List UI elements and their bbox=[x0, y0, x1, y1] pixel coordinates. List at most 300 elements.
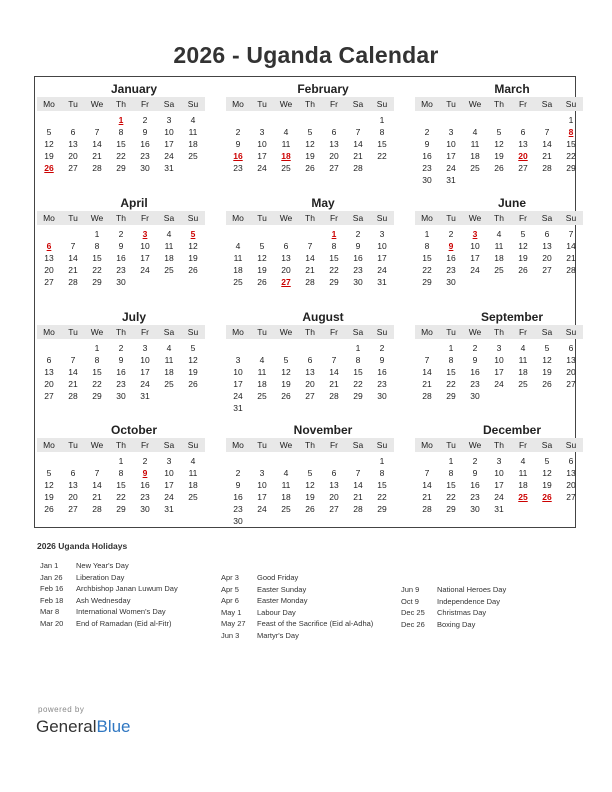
day-cell: 13 bbox=[305, 367, 315, 377]
day-cell: 17 bbox=[257, 151, 267, 161]
weekday-label: Fr bbox=[518, 327, 528, 337]
day-cell: 12 bbox=[188, 355, 198, 365]
weekday-label: Th bbox=[305, 440, 315, 450]
day-cell: 3 bbox=[259, 127, 265, 137]
day-cell: 8 bbox=[379, 127, 385, 137]
holiday-name: International Women's Day bbox=[76, 607, 166, 617]
holiday-name: Boxing Day bbox=[437, 619, 476, 629]
holiday-name: End of Ramadan (Eid al-Fitr) bbox=[76, 618, 172, 628]
day-cell: 25 bbox=[518, 379, 528, 389]
day-cell: 17 bbox=[164, 139, 174, 149]
day-cell: 23 bbox=[422, 163, 432, 173]
day-cell: 12 bbox=[305, 480, 315, 490]
day-cell: 3 bbox=[166, 456, 172, 466]
holiday-date: Apr 5 bbox=[221, 584, 239, 594]
day-cell: 11 bbox=[518, 468, 528, 478]
holiday-date: Jun 3 bbox=[221, 630, 240, 640]
day-cell: 14 bbox=[329, 367, 339, 377]
month-name: June bbox=[497, 196, 526, 210]
day-cell: 5 bbox=[283, 355, 289, 365]
day-cell: 19 bbox=[44, 151, 54, 161]
holiday-item bbox=[401, 619, 506, 631]
empty-cell bbox=[61, 114, 85, 126]
day-cell: 26 bbox=[257, 277, 267, 287]
day-cell: 30 bbox=[116, 277, 126, 287]
holiday-item bbox=[221, 584, 373, 596]
empty-cell bbox=[415, 455, 439, 467]
day-cell: 15 bbox=[566, 139, 576, 149]
day-cell: 10 bbox=[140, 355, 150, 365]
day-cell: 19 bbox=[305, 492, 315, 502]
day-cell: 30 bbox=[470, 504, 480, 514]
day-cell: 22 bbox=[116, 492, 126, 502]
day-cell: 13 bbox=[542, 241, 552, 251]
weekday-label: Mo bbox=[421, 440, 433, 450]
day-cell: 5 bbox=[544, 456, 550, 466]
day-cell: 13 bbox=[281, 253, 291, 263]
holiday-date: Oct 9 bbox=[401, 596, 419, 606]
day-cell: 9 bbox=[472, 468, 478, 478]
weekday-label: Su bbox=[376, 99, 388, 109]
day-cell: 11 bbox=[233, 253, 243, 263]
day-cell: 7 bbox=[94, 468, 100, 478]
day-cell: 26 bbox=[281, 391, 291, 401]
weekday-header bbox=[226, 438, 394, 452]
empty-cell bbox=[274, 114, 298, 126]
day-cell: 11 bbox=[188, 127, 198, 137]
day-cell: 19 bbox=[44, 492, 54, 502]
day-cell: 18 bbox=[188, 480, 198, 490]
day-cell: 17 bbox=[470, 253, 480, 263]
day-cell: 3 bbox=[448, 127, 454, 137]
month-april bbox=[37, 196, 205, 288]
day-cell: 5 bbox=[520, 229, 526, 239]
day-cell: 3 bbox=[496, 343, 502, 353]
weekday-label: Fr bbox=[329, 327, 339, 337]
day-cell: 23 bbox=[470, 379, 480, 389]
day-cell: 5 bbox=[259, 241, 265, 251]
holiday-day: 16 bbox=[233, 151, 243, 161]
empty-cell bbox=[37, 228, 61, 240]
day-cell: 20 bbox=[329, 151, 339, 161]
day-cell: 9 bbox=[118, 355, 124, 365]
weekday-label: Mo bbox=[421, 99, 433, 109]
day-cell: 20 bbox=[566, 367, 576, 377]
day-cell: 28 bbox=[92, 163, 102, 173]
day-cell: 19 bbox=[542, 480, 552, 490]
weekday-label: Th bbox=[116, 440, 126, 450]
day-cell: 4 bbox=[283, 127, 289, 137]
day-cell: 4 bbox=[190, 115, 196, 125]
day-cell: 25 bbox=[188, 151, 198, 161]
empty-cell bbox=[439, 114, 463, 126]
day-cell: 6 bbox=[70, 468, 76, 478]
weekday-label: Fr bbox=[140, 440, 150, 450]
holiday-item bbox=[40, 606, 178, 618]
weekday-label: Fr bbox=[140, 327, 150, 337]
holiday-name: New Year's Day bbox=[76, 561, 129, 570]
day-grid bbox=[415, 228, 583, 288]
empty-cell bbox=[37, 114, 61, 126]
weekday-label: Su bbox=[565, 327, 577, 337]
day-cell: 22 bbox=[422, 265, 432, 275]
weekday-label: Tu bbox=[446, 99, 456, 109]
day-cell: 16 bbox=[233, 492, 243, 502]
weekday-label: Sa bbox=[352, 99, 364, 109]
day-cell: 21 bbox=[353, 492, 363, 502]
month-name: October bbox=[110, 423, 157, 437]
weekday-header bbox=[415, 438, 583, 452]
weekday-label: Su bbox=[376, 327, 388, 337]
day-cell: 6 bbox=[307, 355, 313, 365]
day-cell: 5 bbox=[190, 343, 196, 353]
weekday-label: Tu bbox=[446, 327, 456, 337]
day-cell: 10 bbox=[257, 480, 267, 490]
day-cell: 15 bbox=[377, 480, 387, 490]
day-cell: 4 bbox=[496, 229, 502, 239]
day-cell: 15 bbox=[446, 480, 456, 490]
day-cell: 15 bbox=[329, 253, 339, 263]
day-cell: 7 bbox=[355, 468, 361, 478]
empty-cell bbox=[415, 342, 439, 354]
day-grid bbox=[415, 455, 583, 515]
day-cell: 25 bbox=[494, 265, 504, 275]
day-cell: 17 bbox=[233, 379, 243, 389]
day-cell: 1 bbox=[568, 115, 574, 125]
holiday-column bbox=[221, 572, 373, 642]
holiday-date: Apr 6 bbox=[221, 596, 239, 606]
holiday-item bbox=[40, 572, 178, 584]
weekday-label: We bbox=[468, 213, 482, 223]
day-cell: 21 bbox=[68, 379, 78, 389]
day-cell: 2 bbox=[142, 115, 148, 125]
holiday-item bbox=[401, 584, 506, 596]
day-cell: 21 bbox=[422, 492, 432, 502]
holiday-name: Archbishop Janan Luwum Day bbox=[76, 584, 178, 594]
day-cell: 26 bbox=[518, 265, 528, 275]
weekday-label: Sa bbox=[163, 213, 175, 223]
day-cell: 6 bbox=[283, 241, 289, 251]
day-cell: 19 bbox=[188, 367, 198, 377]
weekday-label: Tu bbox=[257, 213, 267, 223]
day-cell: 12 bbox=[44, 139, 54, 149]
day-cell: 28 bbox=[353, 163, 363, 173]
day-cell: 19 bbox=[542, 367, 552, 377]
day-cell: 7 bbox=[70, 355, 76, 365]
day-cell: 29 bbox=[92, 391, 102, 401]
empty-cell bbox=[226, 228, 250, 240]
holiday-item bbox=[221, 618, 373, 630]
day-cell: 5 bbox=[307, 127, 313, 137]
weekday-label: Tu bbox=[68, 327, 78, 337]
day-cell: 23 bbox=[446, 265, 456, 275]
day-cell: 9 bbox=[235, 139, 241, 149]
holiday-item bbox=[40, 595, 178, 607]
day-cell: 25 bbox=[281, 504, 291, 514]
day-cell: 16 bbox=[377, 367, 387, 377]
day-grid bbox=[415, 114, 583, 186]
weekday-label: Tu bbox=[257, 440, 267, 450]
day-cell: 6 bbox=[568, 456, 574, 466]
day-cell: 26 bbox=[188, 265, 198, 275]
weekday-label: Th bbox=[494, 327, 504, 337]
empty-cell bbox=[322, 342, 346, 354]
day-cell: 24 bbox=[257, 163, 267, 173]
weekday-label: Mo bbox=[43, 213, 55, 223]
holiday-date: Jan 26 bbox=[40, 572, 63, 582]
day-cell: 2 bbox=[379, 343, 385, 353]
day-cell: 31 bbox=[446, 175, 456, 185]
day-cell: 14 bbox=[68, 367, 78, 377]
empty-cell bbox=[322, 455, 346, 467]
day-grid bbox=[226, 455, 394, 527]
day-grid bbox=[37, 455, 205, 515]
day-cell: 3 bbox=[496, 456, 502, 466]
day-cell: 17 bbox=[446, 151, 456, 161]
weekday-label: We bbox=[90, 213, 104, 223]
day-cell: 2 bbox=[472, 343, 478, 353]
day-cell: 15 bbox=[446, 367, 456, 377]
day-cell: 21 bbox=[68, 265, 78, 275]
day-cell: 29 bbox=[566, 163, 576, 173]
day-cell: 11 bbox=[188, 468, 198, 478]
day-cell: 30 bbox=[446, 277, 456, 287]
weekday-header bbox=[37, 211, 205, 225]
day-cell: 10 bbox=[446, 139, 456, 149]
weekday-label: Sa bbox=[163, 99, 175, 109]
day-cell: 29 bbox=[116, 504, 126, 514]
weekday-label: Mo bbox=[232, 327, 244, 337]
day-cell: 27 bbox=[329, 163, 339, 173]
day-cell: 23 bbox=[470, 492, 480, 502]
day-cell: 26 bbox=[305, 504, 315, 514]
day-cell: 7 bbox=[544, 127, 550, 137]
day-cell: 8 bbox=[118, 127, 124, 137]
day-cell: 27 bbox=[68, 163, 78, 173]
day-cell: 31 bbox=[164, 504, 174, 514]
day-cell: 24 bbox=[446, 163, 456, 173]
holiday-item bbox=[40, 560, 178, 572]
holiday-name: Good Friday bbox=[257, 573, 299, 582]
weekday-header bbox=[226, 325, 394, 339]
day-cell: 12 bbox=[44, 480, 54, 490]
day-cell: 15 bbox=[92, 253, 102, 263]
holiday-item bbox=[221, 595, 373, 607]
day-cell: 24 bbox=[470, 265, 480, 275]
weekday-label: Sa bbox=[541, 327, 553, 337]
holiday-date: Dec 25 bbox=[401, 608, 425, 618]
day-cell: 13 bbox=[566, 468, 576, 478]
day-cell: 23 bbox=[116, 379, 126, 389]
day-cell: 1 bbox=[424, 229, 430, 239]
holiday-day: 1 bbox=[331, 229, 337, 239]
holiday-date: Apr 3 bbox=[221, 573, 239, 582]
day-cell: 25 bbox=[233, 277, 243, 287]
day-cell: 15 bbox=[116, 480, 126, 490]
weekday-header bbox=[415, 325, 583, 339]
day-cell: 16 bbox=[140, 480, 150, 490]
holiday-date: Dec 26 bbox=[401, 619, 425, 629]
holiday-day: 1 bbox=[118, 115, 124, 125]
day-cell: 16 bbox=[470, 367, 480, 377]
day-cell: 13 bbox=[44, 253, 54, 263]
holiday-day: 26 bbox=[44, 163, 54, 173]
day-cell: 22 bbox=[353, 379, 363, 389]
month-may bbox=[226, 196, 394, 288]
month-name: February bbox=[297, 82, 349, 96]
day-grid bbox=[37, 114, 205, 174]
day-cell: 12 bbox=[305, 139, 315, 149]
month-november bbox=[226, 423, 394, 527]
day-cell: 12 bbox=[542, 355, 552, 365]
day-cell: 20 bbox=[68, 151, 78, 161]
empty-cell bbox=[511, 114, 535, 126]
month-name: March bbox=[494, 82, 530, 96]
weekday-label: Th bbox=[116, 213, 126, 223]
day-cell: 24 bbox=[164, 492, 174, 502]
weekday-header bbox=[415, 211, 583, 225]
day-cell: 17 bbox=[494, 480, 504, 490]
day-grid bbox=[37, 342, 205, 402]
day-cell: 27 bbox=[329, 504, 339, 514]
month-name: November bbox=[293, 423, 353, 437]
day-cell: 23 bbox=[140, 151, 150, 161]
weekday-header bbox=[415, 97, 583, 111]
month-december bbox=[415, 423, 583, 515]
day-cell: 9 bbox=[379, 355, 385, 365]
day-cell: 2 bbox=[424, 127, 430, 137]
weekday-label: Mo bbox=[232, 440, 244, 450]
day-cell: 16 bbox=[140, 139, 150, 149]
weekday-header bbox=[37, 438, 205, 452]
day-cell: 4 bbox=[520, 456, 526, 466]
holidays-title: 2026 Uganda Holidays bbox=[37, 541, 128, 551]
day-cell: 27 bbox=[566, 492, 576, 502]
day-cell: 23 bbox=[140, 492, 150, 502]
holiday-day: 25 bbox=[518, 492, 528, 502]
day-cell: 20 bbox=[44, 379, 54, 389]
weekday-label: Mo bbox=[232, 99, 244, 109]
day-cell: 18 bbox=[233, 265, 243, 275]
weekday-label: We bbox=[279, 213, 293, 223]
day-cell: 13 bbox=[329, 139, 339, 149]
day-cell: 1 bbox=[355, 343, 361, 353]
day-cell: 28 bbox=[422, 504, 432, 514]
day-cell: 5 bbox=[46, 127, 52, 137]
holiday-day: 9 bbox=[142, 468, 148, 478]
day-cell: 6 bbox=[331, 127, 337, 137]
day-cell: 6 bbox=[544, 229, 550, 239]
empty-cell bbox=[346, 455, 370, 467]
day-grid bbox=[226, 342, 394, 414]
day-cell: 29 bbox=[422, 277, 432, 287]
month-january bbox=[37, 82, 205, 174]
holiday-date: Jan 1 bbox=[40, 561, 59, 570]
holiday-item bbox=[221, 572, 373, 584]
month-july bbox=[37, 310, 205, 402]
day-cell: 4 bbox=[166, 343, 172, 353]
day-cell: 30 bbox=[233, 516, 243, 526]
weekday-label: Su bbox=[187, 327, 199, 337]
holiday-day: 5 bbox=[190, 229, 196, 239]
day-cell: 17 bbox=[140, 367, 150, 377]
holiday-day: 18 bbox=[281, 151, 291, 161]
weekday-label: Mo bbox=[232, 213, 244, 223]
day-cell: 20 bbox=[305, 379, 315, 389]
month-name: September bbox=[480, 310, 544, 324]
day-cell: 18 bbox=[164, 367, 174, 377]
day-cell: 5 bbox=[307, 468, 313, 478]
day-cell: 5 bbox=[496, 127, 502, 137]
day-cell: 4 bbox=[472, 127, 478, 137]
holiday-day: 26 bbox=[542, 492, 552, 502]
day-cell: 19 bbox=[281, 379, 291, 389]
day-cell: 3 bbox=[235, 355, 241, 365]
day-cell: 28 bbox=[329, 391, 339, 401]
weekday-label: Su bbox=[376, 213, 388, 223]
month-name: July bbox=[121, 310, 146, 324]
empty-cell bbox=[298, 114, 322, 126]
holiday-column bbox=[40, 560, 178, 630]
empty-cell bbox=[298, 342, 322, 354]
holiday-day: 27 bbox=[281, 277, 291, 287]
brand-logo[interactable] bbox=[36, 717, 131, 737]
brand-general: General bbox=[36, 717, 97, 736]
day-cell: 24 bbox=[140, 379, 150, 389]
day-cell: 22 bbox=[446, 379, 456, 389]
day-cell: 7 bbox=[424, 468, 430, 478]
day-cell: 28 bbox=[92, 504, 102, 514]
day-cell: 2 bbox=[472, 456, 478, 466]
day-cell: 11 bbox=[281, 480, 291, 490]
empty-cell bbox=[346, 114, 370, 126]
day-cell: 18 bbox=[518, 480, 528, 490]
weekday-label: Th bbox=[116, 327, 126, 337]
day-cell: 28 bbox=[566, 265, 576, 275]
day-cell: 9 bbox=[118, 241, 124, 251]
day-cell: 26 bbox=[494, 163, 504, 173]
weekday-label: Sa bbox=[352, 440, 364, 450]
day-cell: 19 bbox=[494, 151, 504, 161]
day-cell: 19 bbox=[188, 253, 198, 263]
day-cell: 25 bbox=[188, 492, 198, 502]
weekday-label: Tu bbox=[68, 213, 78, 223]
day-cell: 8 bbox=[331, 241, 337, 251]
weekday-label: Sa bbox=[163, 327, 175, 337]
day-cell: 28 bbox=[422, 391, 432, 401]
day-cell: 14 bbox=[68, 253, 78, 263]
day-cell: 22 bbox=[329, 265, 339, 275]
day-cell: 14 bbox=[542, 139, 552, 149]
day-cell: 4 bbox=[520, 343, 526, 353]
month-name: January bbox=[110, 82, 158, 96]
empty-cell bbox=[274, 455, 298, 467]
empty-cell bbox=[61, 342, 85, 354]
day-cell: 23 bbox=[377, 379, 387, 389]
day-cell: 15 bbox=[377, 139, 387, 149]
weekday-label: Su bbox=[565, 440, 577, 450]
weekday-label: Mo bbox=[421, 327, 433, 337]
day-cell: 13 bbox=[68, 480, 78, 490]
day-cell: 1 bbox=[118, 456, 124, 466]
empty-cell bbox=[298, 228, 322, 240]
day-cell: 19 bbox=[518, 253, 528, 263]
day-cell: 3 bbox=[379, 229, 385, 239]
day-cell: 31 bbox=[377, 277, 387, 287]
day-cell: 29 bbox=[116, 163, 126, 173]
day-cell: 1 bbox=[448, 456, 454, 466]
empty-cell bbox=[463, 114, 487, 126]
